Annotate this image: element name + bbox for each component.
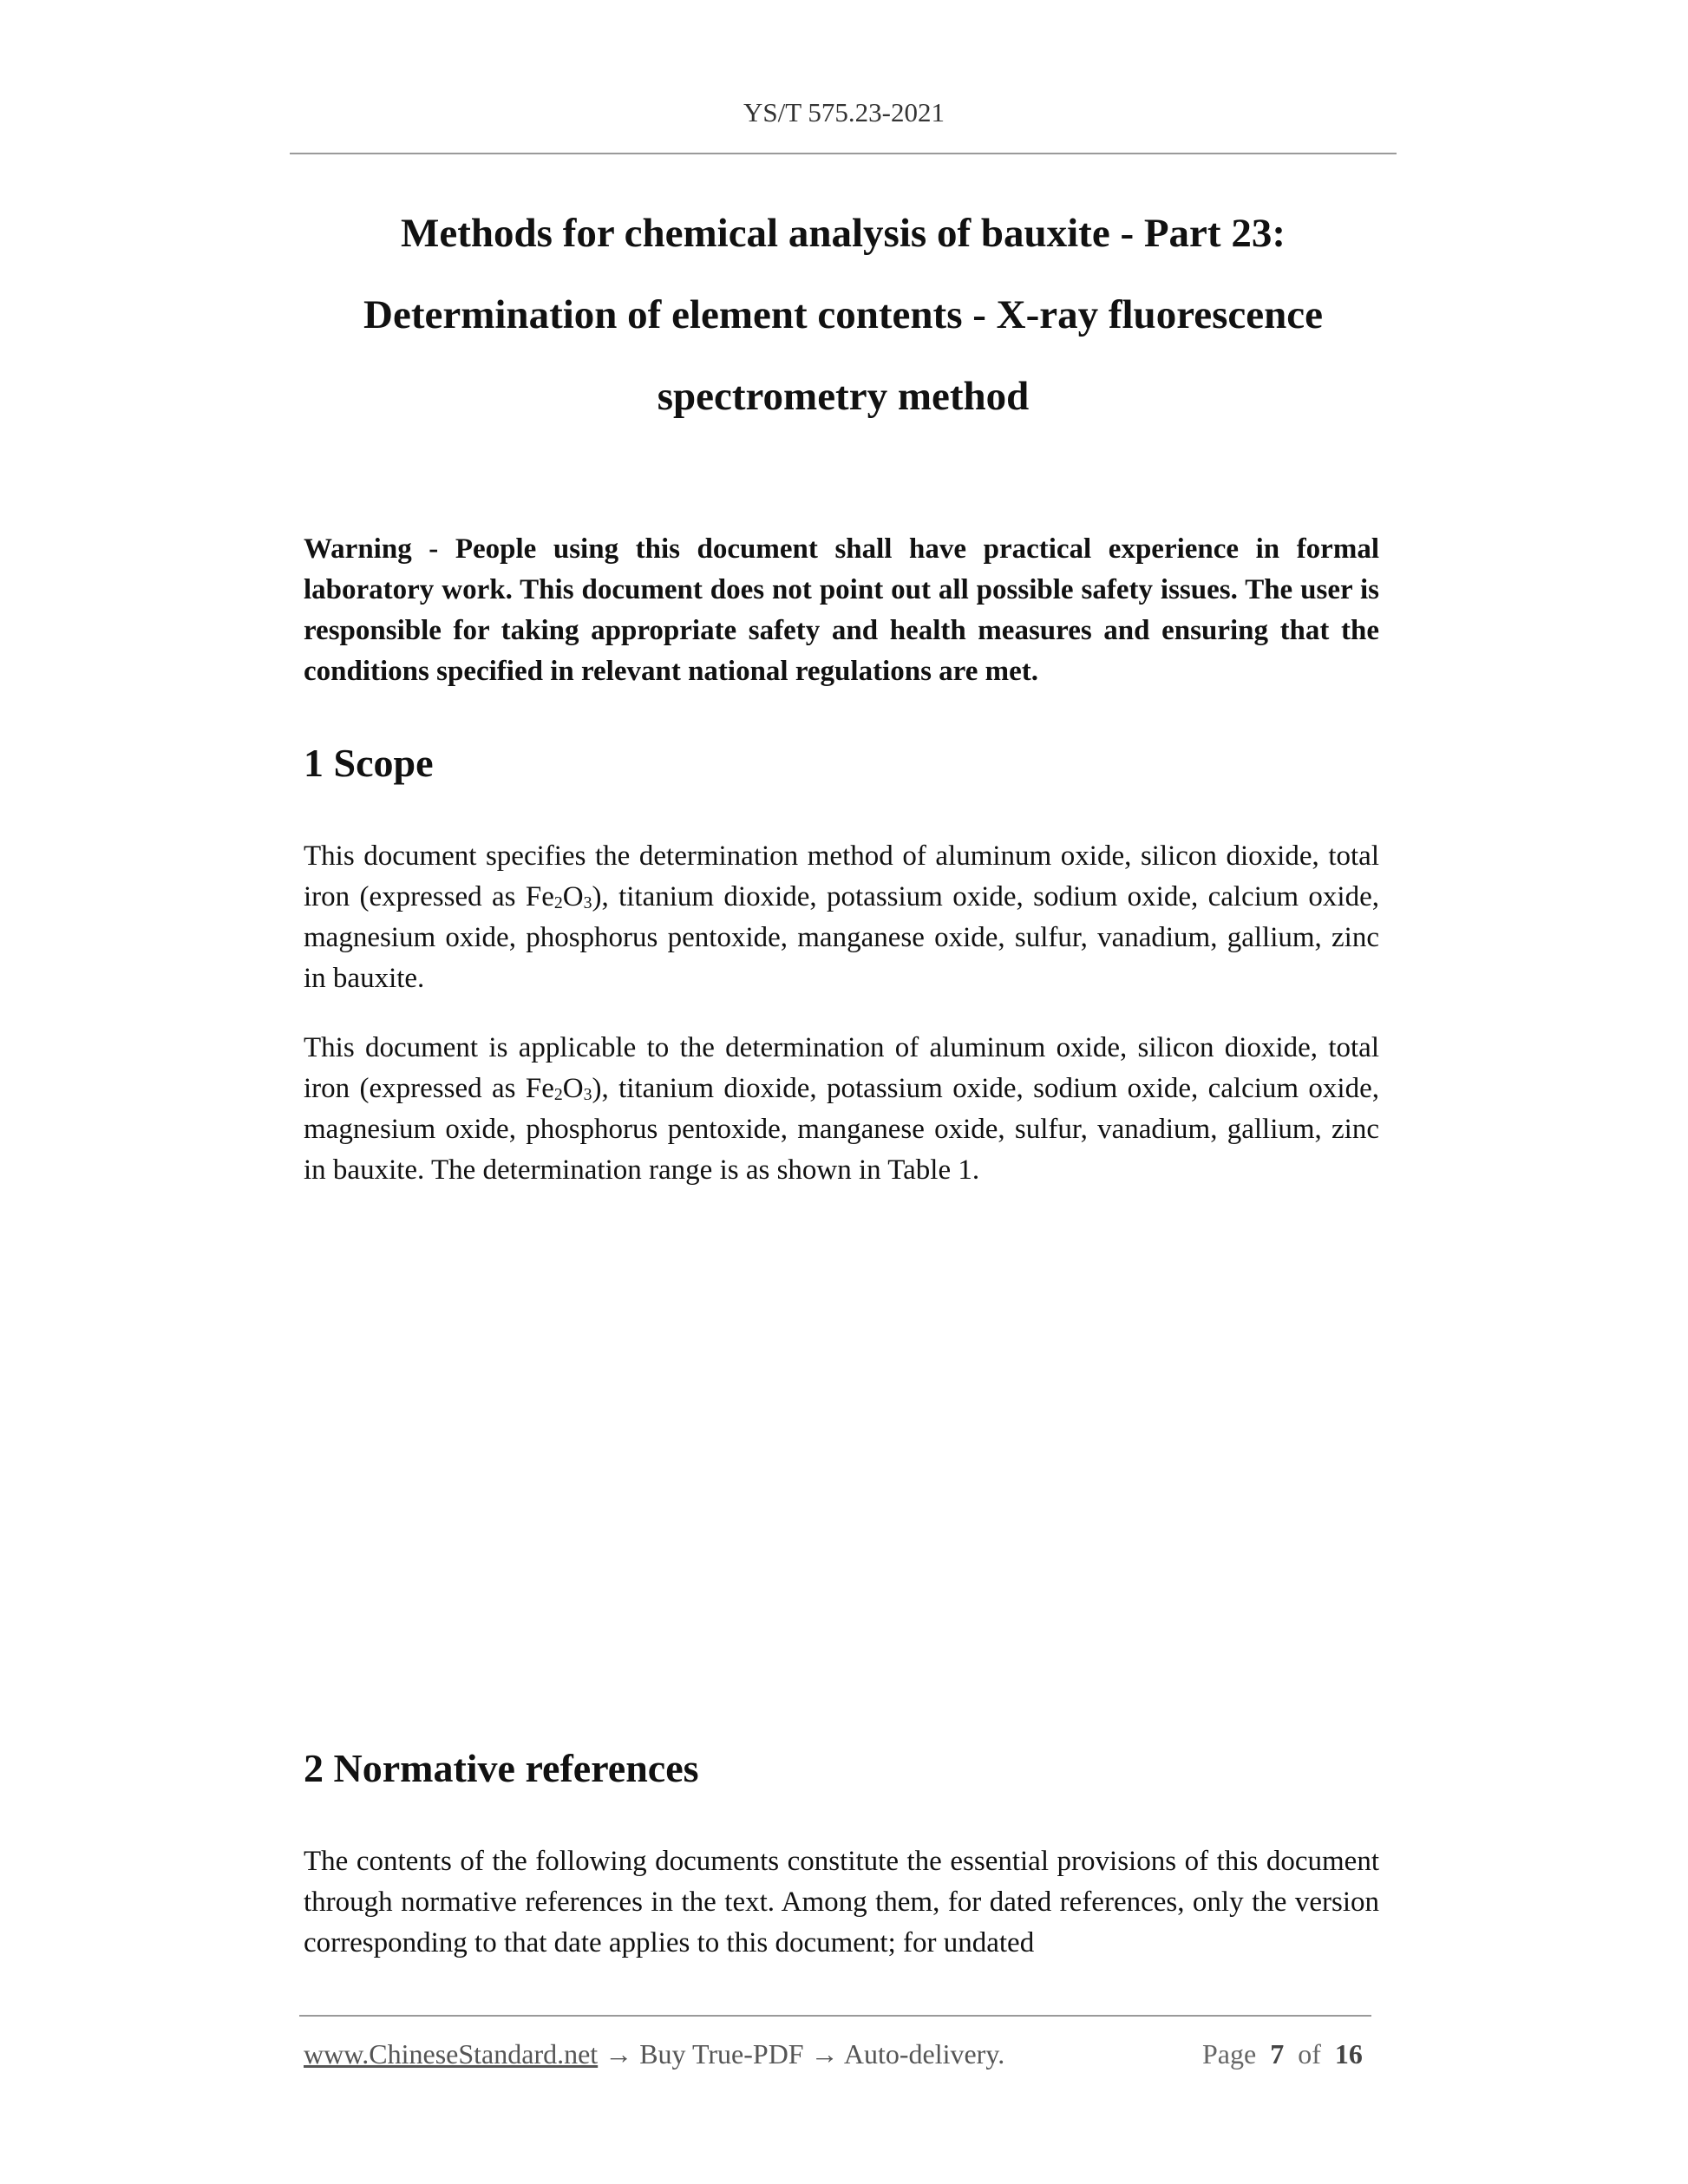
warning-paragraph: Warning - People using this document shall have practical experience in formal laboratory work. This document does not point out all possible safety issues. The user is responsible for taking appropriate safety and health measures and ensuring that the conditions specified in relevant national regulations are met. — [304, 533, 1379, 687]
scope-p2-subscript-3: 3 — [583, 1084, 592, 1104]
footer-buy-text: Buy True-PDF — [639, 2038, 804, 2070]
chinesestandard-link[interactable]: www.ChineseStandard.net — [304, 2038, 599, 2070]
footer-promo — [304, 2038, 1004, 2070]
footer-delivery-text: Auto-delivery. — [843, 2038, 1005, 2070]
scope-p1-text-after: ), titanium dioxide, potassium oxide, sodium oxide, calcium oxide, magnesium oxide, phosphorus pentoxide, manganese oxide, sulfur, vanadium, gallium, zinc in bauxite. — [304, 881, 1379, 994]
title-line-3: spectrometry method — [657, 374, 1030, 419]
header-divider — [290, 153, 1397, 154]
scope-p1-text-o: O — [562, 881, 584, 912]
section-heading-normative-references: 2 Normative references — [304, 1746, 699, 1790]
scope-p2-subscript-2: 2 — [553, 1084, 563, 1104]
of-label: of — [1298, 2038, 1321, 2070]
section-heading-scope: 1 Scope — [304, 741, 434, 785]
normative-references-paragraph: The contents of the following documents constitute the essential provisions of this document through normative references in the text. Among them, for dated references, only the version corresponding to that date applies to this document; for undated — [304, 1846, 1379, 1958]
scope-paragraph-2 — [304, 1028, 1379, 1191]
title-line-1: Methods for chemical analysis of bauxite - Part 23: — [401, 211, 1286, 256]
page-number — [1202, 2038, 1363, 2070]
title-line-2: Determination of element contents - X-ray fluorescence — [363, 292, 1323, 337]
arrow-right-icon: → — [810, 2038, 839, 2070]
document-code: YS/T 575.23-2021 — [743, 97, 945, 128]
scope-p1-text-before: This document specifies the determination method of aluminum oxide, silicon dioxide, total iron (expressed as Fe — [304, 840, 1379, 912]
document-title — [290, 193, 1397, 437]
arrow-right-icon: → — [605, 2038, 633, 2070]
scope-p1-subscript-3: 3 — [583, 893, 592, 912]
page-total: 16 — [1334, 2038, 1363, 2070]
scope-paragraph-1 — [304, 836, 1379, 999]
scope-p2-text-o: O — [562, 1073, 584, 1104]
page-label: Page — [1202, 2038, 1257, 2070]
footer-divider — [299, 2015, 1371, 2017]
scope-p2-text-after: ), titanium dioxide, potassium oxide, sodium oxide, calcium oxide, magnesium oxide, phosphorus pentoxide, manganese oxide, sulfur, vanadium, gallium, zinc in bauxite. The determination range is as shown in Table 1. — [304, 1073, 1379, 1186]
page-current: 7 — [1270, 2038, 1285, 2070]
scope-p1-subscript-2: 2 — [553, 893, 563, 912]
scope-p2-text-before: This document is applicable to the determination of aluminum oxide, silicon dioxide, total iron (expressed as Fe — [304, 1032, 1379, 1104]
